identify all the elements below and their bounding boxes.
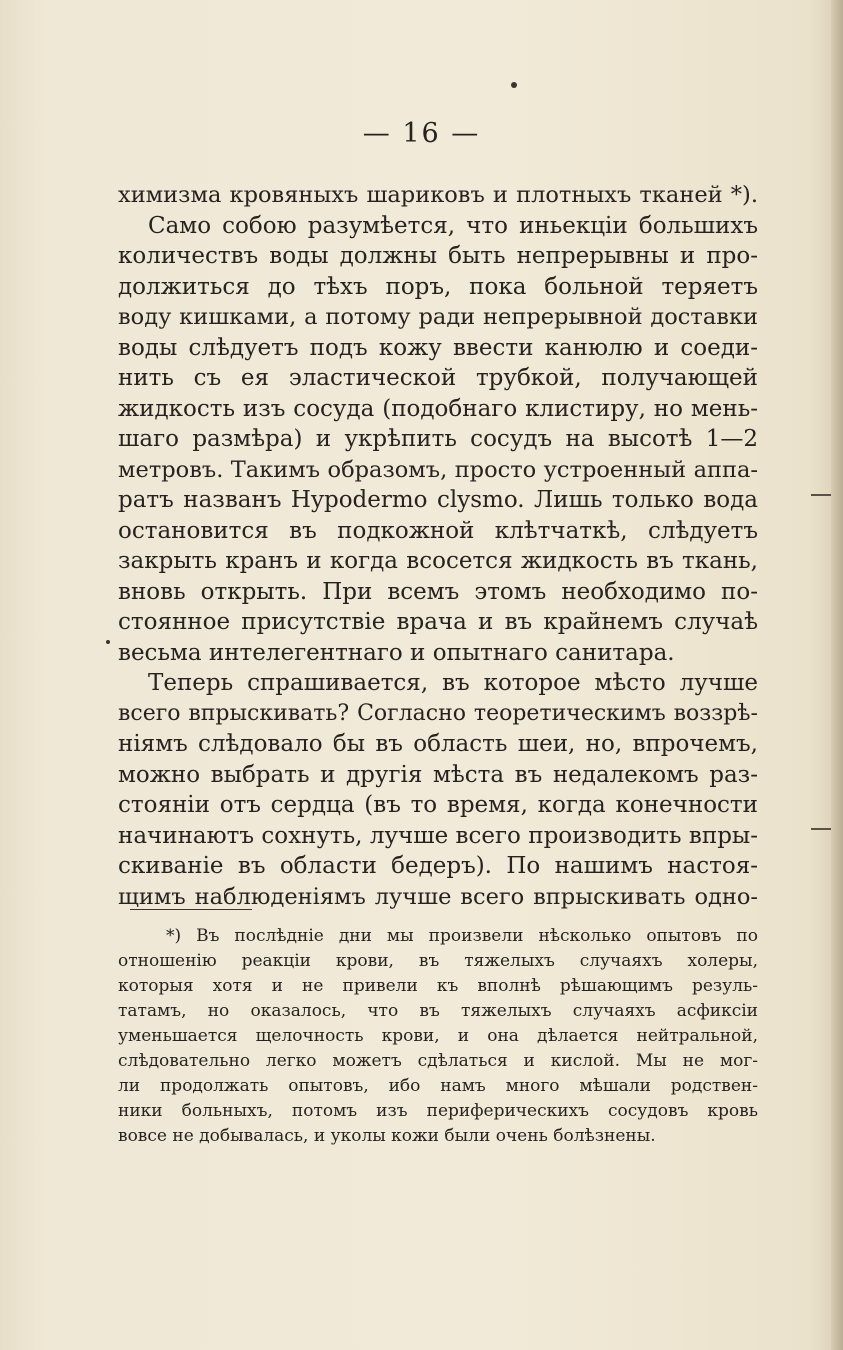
page-number: — 16 — — [362, 118, 481, 149]
footnote-line: которыя хотя и не привели къ вполнѣ рѣшающимъ резуль- — [118, 976, 758, 996]
footnote-line: вовсе не добывалась, и уколы кожи были очень болѣзнены. — [118, 1126, 656, 1146]
footnote-line: уменьшается щелочность крови, и она дѣлается нейтральной, — [118, 1026, 758, 1046]
page-edge-shadow — [831, 0, 843, 1350]
footnote-line: татамъ, но оказалось, что въ тяжелыхъ случаяхъ асфиксіи — [118, 1001, 758, 1021]
footnote-line: отношенію реакціи крови, въ тяжелыхъ случаяхъ холеры, — [118, 951, 758, 971]
text-line: можно выбрать и другія мѣста въ недалекомъ раз- — [118, 761, 758, 788]
text-line: стоянное присутствіе врача и въ крайнемъ случаѣ — [118, 609, 758, 635]
text-line: жидкость изъ сосуда (подобнаго клистиру, но мень- — [118, 395, 758, 422]
text-line: щимъ наблюденіямъ лучше всего впрыскивать одно- — [118, 883, 758, 910]
text-line: начинаютъ сохнуть, лучше всего производить впры- — [118, 822, 758, 849]
text-line: закрыть кранъ и когда всосется жидкость въ ткань, — [118, 548, 758, 574]
text-line: нить съ ея эластической трубкой, получающей — [118, 365, 758, 391]
text-line: ніямъ слѣдовало бы въ область шеи, но, впрочемъ, — [118, 731, 758, 757]
footnote-line: ли продолжать опытовъ, ибо намъ много мѣшали родствен- — [118, 1076, 758, 1096]
text-line: всего впрыскивать? Согласно теоретическимъ воззрѣ- — [118, 700, 758, 726]
text-line: вновь открыть. При всемъ этомъ необходимо по- — [118, 578, 758, 605]
edge-mark — [811, 828, 831, 830]
edge-mark — [811, 494, 831, 496]
text-line: весьма интелегентнаго и опытнаго санитара. — [118, 639, 675, 666]
footnote-line: слѣдовательно легко можетъ сдѣлаться и кислой. Мы не мог- — [118, 1051, 758, 1071]
text-line: метровъ. Такимъ образомъ, просто устроенный аппа- — [118, 456, 758, 483]
text-line: химизма кровяныхъ шариковъ и плотныхъ тканей *). — [118, 182, 758, 208]
main-text — [118, 180, 758, 912]
margin-mark — [106, 640, 110, 644]
text-line: стояніи отъ сердца (въ то время, когда конечности — [118, 792, 758, 818]
text-line: ратъ названъ Hypodermo clysmo. Лишь только вода — [118, 487, 758, 513]
ink-speck — [511, 82, 517, 88]
text-line: воды слѣдуетъ подъ кожу ввести канюлю и соеди- — [118, 334, 758, 361]
text-line: воду кишками, а потому ради непрерывной доставки — [118, 304, 758, 330]
footnote-line: *) Въ послѣдніе дни мы произвели нѣсколько опытовъ по — [166, 926, 758, 946]
text-line: Само собою разумѣется, что иньекціи большихъ — [148, 212, 758, 239]
footnote-line: ники больныхъ, потомъ изъ периферическихъ сосудовъ кровь — [118, 1101, 758, 1121]
text-line: шаго размѣра) и укрѣпить сосудъ на высотѣ 1—2 — [118, 426, 758, 452]
text-line: количествъ воды должны быть непрерывны и про- — [118, 243, 758, 269]
text-line: должиться до тѣхъ поръ, пока больной теряетъ — [118, 273, 758, 300]
text-line: остановится въ подкожной клѣтчаткѣ, слѣдуетъ — [118, 517, 758, 544]
footnote-rule — [130, 909, 252, 910]
text-line: Теперь спрашивается, въ которое мѣсто лучше — [148, 670, 758, 696]
text-line: скиваніе въ области бедеръ). По нашимъ настоя- — [118, 853, 758, 879]
footnote — [118, 924, 758, 1149]
